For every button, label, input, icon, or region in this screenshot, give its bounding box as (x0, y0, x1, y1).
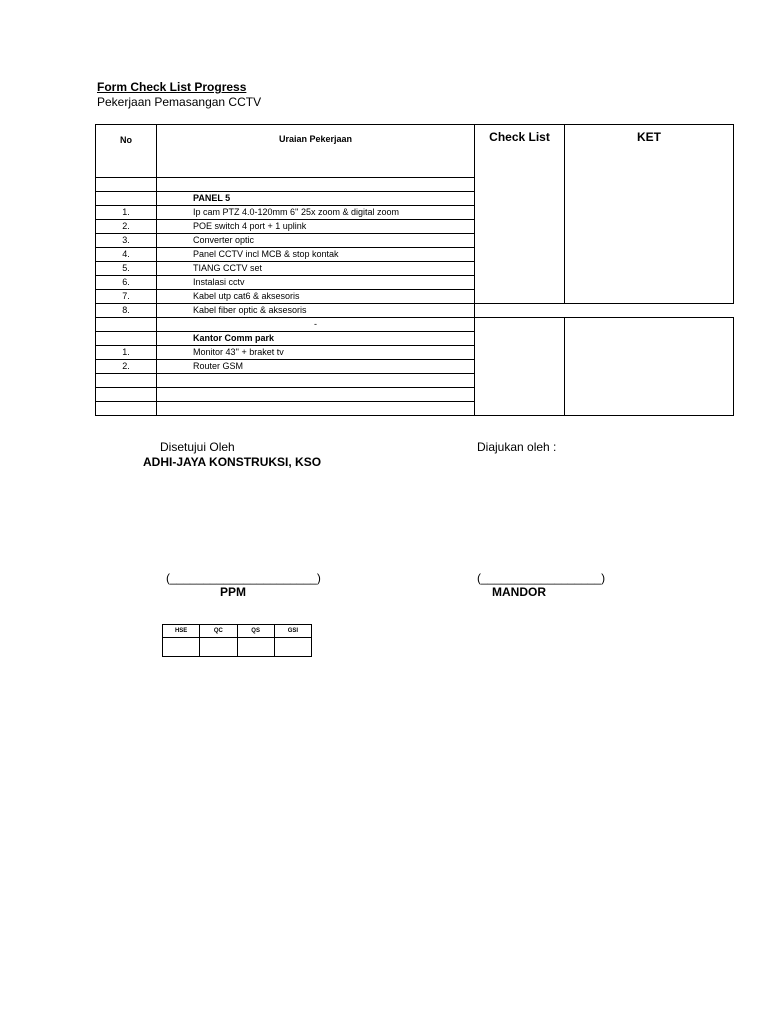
row-description (157, 402, 475, 416)
approval-header-qs: QS (237, 625, 274, 638)
row-number: 7. (96, 290, 157, 304)
row-number (96, 374, 157, 388)
row-description: POE switch 4 port + 1 uplink (157, 220, 475, 234)
row-description: Ip cam PTZ 4.0-120mm 6'' 25x zoom & digital zoom (157, 206, 475, 220)
check-list-cell (475, 318, 565, 416)
approval-cell (163, 638, 200, 657)
left-signature-role: PPM (220, 585, 247, 599)
right-signature-line: (__________________) (477, 571, 606, 585)
row-description: TIANG CCTV set (157, 262, 475, 276)
approved-by-label: Disetujui Oleh (160, 440, 235, 454)
company-name: ADHI-JAYA KONSTRUKSI, KSO (143, 455, 322, 469)
row-number: 4. (96, 248, 157, 262)
row-description: Instalasi cctv (157, 276, 475, 290)
row-number: 6. (96, 276, 157, 290)
header-no: No (96, 125, 157, 178)
row-number: 2. (96, 360, 157, 374)
row-number: 1. (96, 206, 157, 220)
approval-cell (200, 638, 237, 657)
row-description: Kabel fiber optic & aksesoris (157, 304, 475, 318)
left-signature-line: (______________________) (166, 571, 321, 585)
row-description: Converter optic (157, 234, 475, 248)
right-signature-role: MANDOR (492, 585, 546, 599)
approval-cell (274, 638, 311, 657)
form-subtitle: Pekerjaan Pemasangan CCTV (97, 95, 262, 109)
approval-cell (237, 638, 274, 657)
row-description (157, 178, 475, 192)
row-number (96, 192, 157, 206)
header-ket: KET (565, 125, 734, 304)
row-number: 1. (96, 346, 157, 360)
row-number (96, 388, 157, 402)
header-uraian: Uraian Pekerjaan (157, 125, 475, 178)
row-number: 5. (96, 262, 157, 276)
table-header-row (96, 125, 734, 178)
table-row (96, 304, 734, 318)
form-title: Form Check List Progress (97, 80, 247, 94)
row-description (157, 388, 475, 402)
row-number: 3. (96, 234, 157, 248)
approval-header-row (163, 625, 312, 638)
row-description: Panel CCTV incl MCB & stop kontak (157, 248, 475, 262)
row-number (96, 402, 157, 416)
row-number (96, 332, 157, 346)
approval-header-qc: QC (200, 625, 237, 638)
row-description: Monitor 43'' + braket tv (157, 346, 475, 360)
submitted-by-label: Diajukan oleh : (477, 440, 557, 454)
row-description: Kantor Comm park (157, 332, 475, 346)
table-row (96, 318, 734, 332)
checklist-table (95, 124, 734, 416)
header-check-list: Check List (475, 125, 565, 304)
row-number: 2. (96, 220, 157, 234)
row-description: Kabel utp cat6 & aksesoris (157, 290, 475, 304)
row-number (96, 178, 157, 192)
row-description: PANEL 5 (157, 192, 475, 206)
row-number: 8. (96, 304, 157, 318)
row-number (96, 318, 157, 332)
row-description (157, 374, 475, 388)
row-description: Router GSM (157, 360, 475, 374)
approval-sign-row (163, 638, 312, 657)
approval-header-gsi: GSI (274, 625, 311, 638)
approval-table (162, 624, 312, 657)
approval-header-hse: HSE (163, 625, 200, 638)
row-description: - (157, 318, 475, 332)
ket-cell (565, 318, 734, 416)
